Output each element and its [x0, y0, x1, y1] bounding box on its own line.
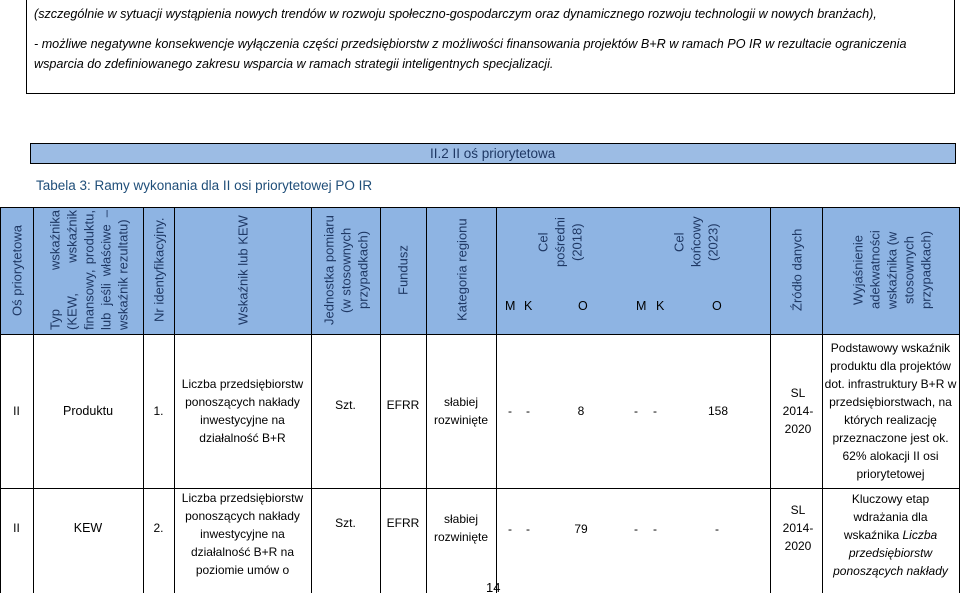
col-border [770, 207, 771, 593]
row2-wskaznik: Liczba przedsiębiorstw ponoszących nakłady inwestycyjne na działalność B+R na poziomie umów o [181, 491, 304, 577]
row2-wyjasnienie [826, 488, 955, 578]
section-title: II.2 II oś priorytetowa [430, 146, 556, 161]
header-m-koncowy: M [636, 299, 647, 313]
col-border [174, 207, 175, 593]
table-top-border [0, 207, 960, 208]
row1-koncowy-o: 158 [707, 404, 729, 418]
row1-posredni-o: 8 [577, 404, 585, 418]
page-number: 14 [486, 580, 501, 595]
header-wyjasnienie: Wyjaśnienie adekwatności wskaźnika (w stosownych przypadkach) [850, 230, 934, 310]
header-os: Oś priorytetowa [9, 224, 25, 316]
row1-kategoria: słabiej rozwinięte [433, 395, 489, 427]
section-heading-band [30, 143, 956, 164]
row-divider [0, 488, 960, 489]
row2-posredni-o: 79 [574, 522, 588, 536]
row1-nr: 1. [153, 404, 164, 418]
header-o-koncowy: O [712, 299, 722, 313]
row2-os: II [13, 521, 20, 535]
row2-nr: 2. [153, 521, 164, 535]
row1-os: II [13, 404, 20, 418]
header-fundusz: Fundusz [395, 245, 411, 295]
header-zrodlo: Źródło danych [789, 228, 805, 312]
row2-wyjasnienie-italic: Liczba przedsiębiorstw ponoszących nakłady [833, 528, 948, 578]
row1-koncowy-m: - [634, 404, 638, 418]
row1-wskaznik: Liczba przedsiębiorstw ponoszących nakłady inwestycyjne na działalność B+R [181, 377, 304, 445]
intro-line-2: - możliwe negatywne konsekwencje wyłączenia części przedsiębiorstw z możliwości finansowania projektów B+R w ramach PO IR w rezultacie ograniczenia [34, 37, 907, 51]
header-cel-koncowy: Cel końcowy (2023) [671, 216, 721, 268]
header-nr: Nr identyfikacyjny. [151, 217, 167, 323]
col-border [496, 207, 497, 593]
row1-fundusz: EFRR [386, 398, 420, 412]
header-cel-posredni: Cel pośredni (2018) [535, 217, 585, 267]
row2-kategoria: słabiej rozwinięte [433, 512, 489, 544]
header-typ: Typ wskaźnika (KEW, wskaźnik finansowy, produktu, lub jeśli właściwe – wskaźnik rezultatu) [47, 210, 131, 330]
col-border [426, 207, 427, 593]
row2-posredni-m: - [508, 522, 512, 536]
intro-line-1: (szczególnie w sytuacji wystąpienia nowych trendów w rozwoju społeczno-gospodarczym oraz dynamicznego rozwoju technologii w nowych branżach), [34, 7, 877, 21]
row1-wyjasnienie: Podstawowy wskaźnik produktu dla projektów dot. infrastruktury B+R w przedsiębiorstwach, na których realizację przeznaczone jest ok. 62% alokacji II osi priorytetowej [824, 341, 957, 481]
intro-line-3: wsparcia do zdefiniowanego zakresu wsparcia w ramach strategii inteligentnych specjalizacji. [34, 57, 554, 71]
row2-koncowy-o: - [715, 522, 719, 536]
row1-zrodlo: SL 2014-2020 [782, 386, 814, 436]
header-k-koncowy: K [656, 299, 665, 313]
row2-fundusz: EFRR [386, 516, 420, 530]
row1-typ: Produktu [62, 404, 114, 418]
row2-zrodlo: SL 2014-2020 [782, 503, 814, 553]
row2-wyjasnienie-text: Kluczowy etap wdrażania dla wskaźnika [843, 492, 930, 542]
row1-jednostka: Szt. [335, 398, 356, 412]
header-kategoria: Kategoria regionu [454, 218, 470, 322]
row2-typ: KEW [73, 521, 103, 535]
header-jednostka: Jednostka pomiaru (w stosownych przypadkach) [321, 215, 371, 325]
header-m-posredni: M [505, 299, 516, 313]
header-k-posredni: K [524, 299, 533, 313]
row1-koncowy-k: - [653, 404, 657, 418]
row1-posredni-k: - [526, 404, 530, 418]
header-o-posredni: O [578, 299, 588, 313]
header-bottom-border [0, 334, 960, 335]
row2-posredni-k: - [526, 522, 530, 536]
table-header [0, 207, 960, 334]
header-wskaznik: Wskaźnik lub KEW [235, 215, 251, 325]
row2-koncowy-k: - [653, 522, 657, 536]
table-caption: Tabela 3: Ramy wykonania dla II osi priorytetowej PO IR [36, 178, 373, 193]
row2-jednostka: Szt. [335, 516, 356, 530]
row1-posredni-m: - [508, 404, 512, 418]
row2-koncowy-m: - [634, 522, 638, 536]
col-border [822, 207, 823, 593]
